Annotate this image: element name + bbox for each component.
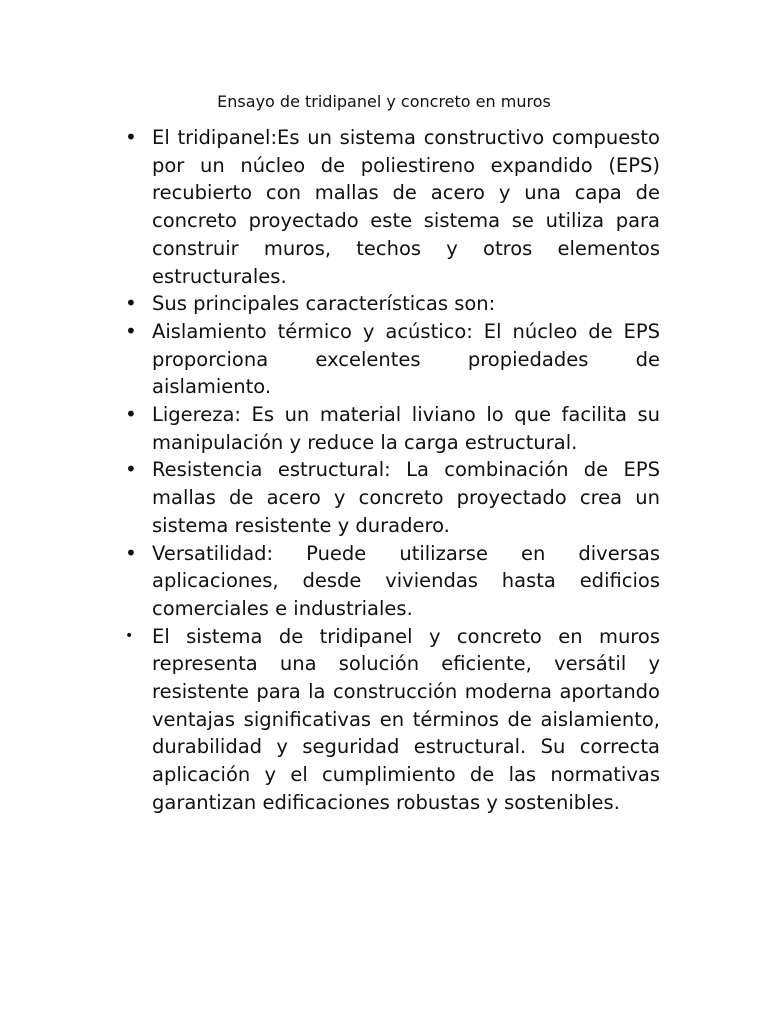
list-item-text: Versatilidad: Puede utilizarse en diversas aplicaciones, desde viviendas hasta edificios comerciales e industriales. bbox=[152, 541, 660, 620]
list-item-text: Ligereza: Es un material liviano lo que facilita su manipulación y reduce la carga estructural. bbox=[152, 403, 660, 454]
bullet-icon: • bbox=[125, 291, 137, 316]
list-item-text: El tridipanel:Es un sistema constructivo compuesto por un núcleo de poliestireno expandido (EPS) recubierto con mallas de acero y una capa de concreto proyectado este sistema se utiliza para construir muros, techos y otros elementos estructurales. bbox=[152, 126, 660, 288]
bullet-icon: • bbox=[125, 627, 134, 644]
page-title: Ensayo de tridipanel y concreto en muros bbox=[217, 92, 551, 111]
bullet-icon: • bbox=[125, 540, 137, 565]
list-item-text: Aislamiento térmico y acústico: El núcleo de EPS proporciona excelentes propiedades de aislamiento. bbox=[152, 319, 660, 399]
list-item bbox=[125, 124, 660, 290]
list-item-text: Resistencia estructural: La combinación de EPS mallas de acero y concreto proyectado crea un sistema resistente y duradero. bbox=[152, 458, 660, 537]
bullet-list bbox=[125, 124, 660, 817]
bullet-icon: • bbox=[125, 457, 137, 482]
list-item-text: Sus principales características son: bbox=[152, 292, 496, 316]
list-item bbox=[125, 623, 660, 817]
list-item bbox=[125, 401, 660, 456]
bullet-icon: • bbox=[125, 402, 137, 427]
list-item bbox=[125, 540, 660, 623]
list-item-text: El sistema de tridipanel y concreto en muros representa una solución eficiente, versátil y resistente para la construcción moderna aportando ventajas significativas en términos de aislamiento, durabilidad y seguridad estructural. Su correcta aplicación y el cumplimiento de las normativas garantizan edificaciones robustas y sostenibles. bbox=[152, 624, 660, 814]
bullet-icon: • bbox=[125, 318, 137, 343]
list-item bbox=[125, 456, 660, 539]
bullet-icon: • bbox=[125, 125, 137, 149]
list-item bbox=[125, 290, 660, 318]
list-item bbox=[125, 318, 660, 401]
